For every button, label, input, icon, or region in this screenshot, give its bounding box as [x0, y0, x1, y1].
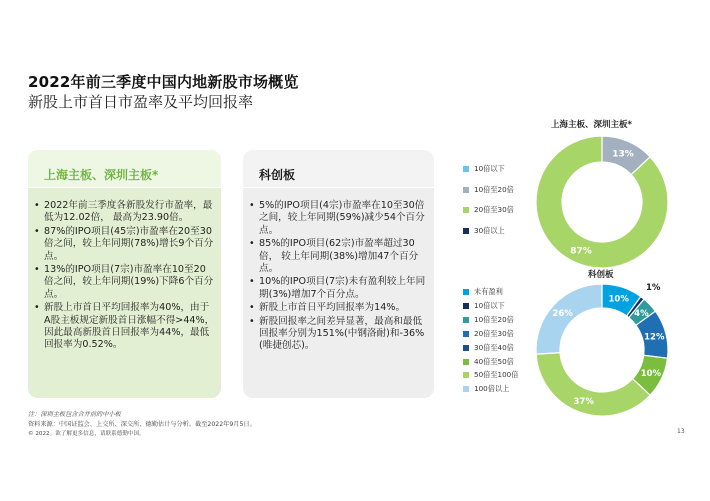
legend-item [460, 299, 518, 313]
slice-label: 1% [645, 283, 661, 294]
main-board-panel-header [28, 150, 221, 188]
main-board-bullet: • 87%的IPO项目(45宗)市盈率在20至30倍之间，较上年同期(78%)增长9个百分点。 [34, 226, 215, 263]
legend-label: 10倍以下 [474, 164, 505, 173]
main-board-bullet: • 13%的IPO项目(7宗)市盈率在10至20倍之间，较上年同期(19%)下降6个百分点。 [34, 264, 215, 301]
legend-swatch [463, 289, 469, 295]
star-market-bullet: • 85%的IPO项目(62宗)市盈率超过30倍， 较上年同期(38%)增加47个百分点。 [249, 238, 428, 275]
legend-label: 10倍至20倍 [474, 184, 514, 194]
footnote: 注：深圳主板包含合并前的中小板 [28, 411, 121, 418]
legend-swatch [463, 386, 469, 392]
slice-label: 26% [552, 309, 573, 319]
legend-swatch [463, 207, 469, 213]
legend-star-market [460, 285, 518, 396]
legend-item [460, 200, 514, 221]
legend-label: 10倍至20倍 [474, 314, 514, 324]
main-board-bullet: • 2022年前三季度各新股发行市盈率，最低为12.02倍， 最高为23.90倍。 [34, 200, 215, 225]
slice-label: 87% [570, 246, 592, 257]
main-board-panel [28, 150, 221, 398]
page-subtitle: 新股上市首日市盈率及平均回报率 [28, 93, 254, 111]
donut-chart-star-market [532, 280, 672, 420]
legend-label: 30倍以上 [474, 225, 505, 235]
legend-swatch [463, 359, 469, 365]
legend-item [460, 341, 518, 355]
main-board-bullet-list [34, 200, 215, 353]
slice-label: 37% [573, 396, 594, 407]
legend-item [460, 368, 518, 382]
legend-item [460, 180, 514, 201]
source-note: 资料来源：中国证监会、上交所、深交所、德勤估计与分析。截至2022年9月5日。 [28, 421, 256, 428]
star-market-bullet: • 新股回报率之间差异显著，最高和最低回报率分别为151%(中钢洛耐)和-36% (唯捷创芯)。 [249, 316, 428, 353]
legend-item [460, 382, 518, 396]
slice-label: 4% [634, 309, 649, 319]
slice-label: 12% [644, 332, 665, 343]
star-market-panel [243, 150, 434, 398]
legend-item [460, 327, 518, 341]
main-board-bullet: • 新股上市首日平均回报率为40%，由于A股主板规定新股首日涨幅不得>44%，因此最高新股首日回报率为44%，最低回报率为0.52%。 [34, 302, 215, 352]
copyright-note: © 2022。欲了解更多信息，请联系德勤中国。 [28, 431, 145, 437]
legend-swatch [463, 372, 469, 378]
legend-item [460, 221, 514, 242]
page-title: 2022年前三季度中国内地新股市场概览 [28, 73, 299, 91]
star-market-panel-title: 科创板 [259, 168, 296, 182]
legend-item [460, 285, 518, 299]
legend-item [460, 159, 514, 180]
legend-label: 30倍至40倍 [474, 342, 514, 352]
legend-swatch [463, 187, 469, 193]
slice-label: 13% [612, 149, 634, 160]
star-market-bullet-list [249, 200, 428, 354]
slice-label: 10% [640, 369, 662, 379]
legend-swatch [463, 303, 469, 309]
legend-main-board [460, 159, 514, 241]
legend-label: 100倍以上 [474, 384, 510, 394]
chart-title-main-board: 上海主板、深圳主板* [551, 120, 632, 130]
legend-swatch [463, 345, 469, 351]
page-number: 13 [677, 428, 685, 435]
star-market-bullet: • 新股上市首日平均回报率为14%。 [249, 302, 428, 314]
legend-swatch [463, 166, 469, 172]
main-board-panel-title: 上海主板、深圳主板* [44, 168, 159, 182]
donut-chart-main-board [532, 132, 672, 272]
legend-swatch [463, 331, 469, 337]
slice-label: 10% [608, 294, 629, 305]
legend-item [460, 355, 518, 369]
chart-title-star-market: 科创板 [588, 270, 614, 280]
legend-label: 20倍至30倍 [474, 328, 514, 338]
legend-swatch [463, 317, 469, 323]
donut-slice [536, 284, 602, 354]
legend-label: 40倍至50倍 [474, 356, 514, 366]
legend-swatch [463, 228, 469, 234]
legend-label: 20倍至30倍 [474, 205, 514, 214]
star-market-bullet: • 5%的IPO项目(4宗)市盈率在10至30倍之间，较上年同期(59%)减少54个百分点。 [249, 200, 428, 237]
legend-label: 未有盈利 [474, 287, 503, 296]
star-market-bullet: • 10%的IPO项目(7宗)未有盈利较上年同期(3%)增加7个百分点。 [249, 276, 428, 301]
star-market-panel-header [243, 150, 434, 188]
legend-label: 10倍以下 [474, 300, 505, 310]
legend-label: 50倍至100倍 [474, 370, 519, 380]
legend-item [460, 313, 518, 327]
